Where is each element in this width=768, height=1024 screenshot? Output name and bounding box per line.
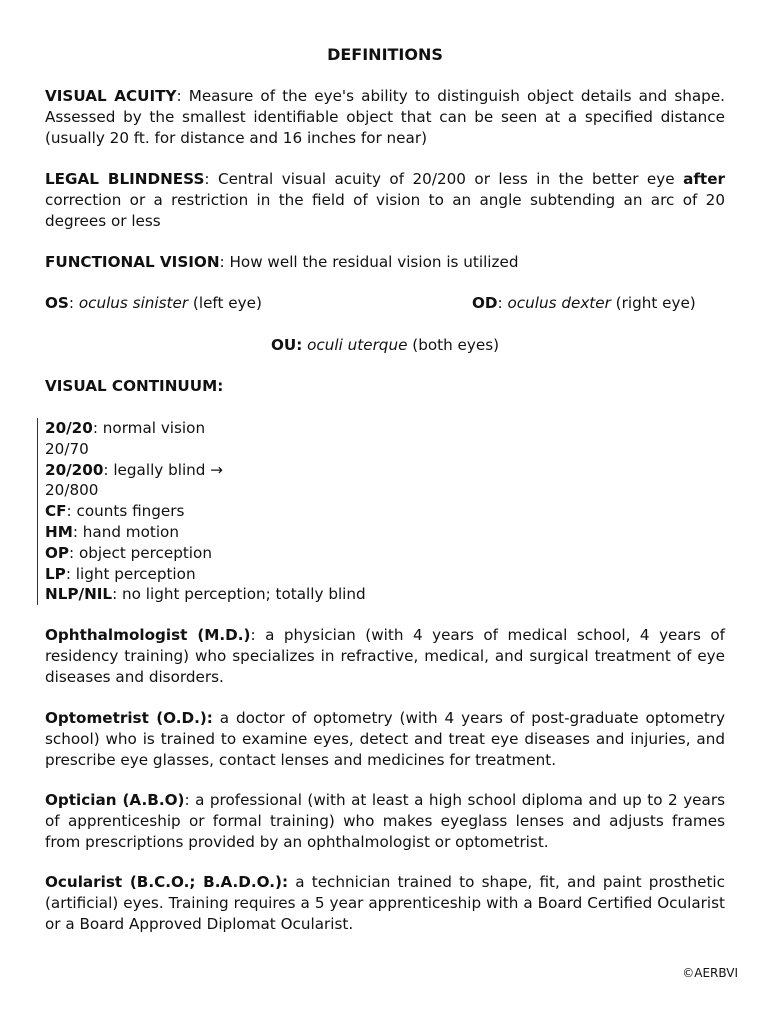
continuum-text: : hand motion xyxy=(72,522,179,541)
definition-legal-blindness xyxy=(45,169,725,231)
continuum-text: : normal vision xyxy=(92,419,206,437)
definition-optician xyxy=(45,790,725,852)
term-os: OS xyxy=(45,294,69,312)
continuum-item xyxy=(45,460,366,481)
latin-od: oculus dexter xyxy=(507,294,611,312)
continuum-value: 20/800 xyxy=(45,481,99,500)
emphasis-after: after xyxy=(683,170,725,188)
definition-text: a doctor of optometry (with 4 years of post-graduate optometry school) who is trained to examine eyes, detect and treat eye diseases and injuries, and prescribe eye glasses, contact lenses and medicines for treatment. xyxy=(45,709,726,769)
continuum-term: LP xyxy=(45,564,66,583)
latin-os: oculus sinister xyxy=(78,294,189,312)
continuum-item xyxy=(45,480,366,501)
term-legal-blindness: LEGAL BLINDNESS xyxy=(45,170,205,188)
definition-text: : Central visual acuity of 20/200 or less in the better eye xyxy=(204,170,684,188)
meaning-os: (left eye) xyxy=(188,294,262,312)
copyright-footer: ©AERBVI xyxy=(682,966,738,980)
continuum-text: : legally blind → xyxy=(103,460,223,479)
latin-ou: oculi uterque xyxy=(302,336,408,354)
term-visual-acuity: VISUAL ACUITY xyxy=(45,87,177,105)
term-optometrist: Optometrist (O.D.): xyxy=(45,709,213,727)
definition-ophthalmologist xyxy=(45,625,725,687)
continuum-value: 20/70 xyxy=(45,439,89,458)
definition-od xyxy=(472,293,696,314)
definition-text: : a physician (with 4 years of medical school, 4 years of residency training) who specializes in refractive, medical, and surgical treatment of eye diseases and disorders. xyxy=(45,626,725,686)
continuum-item xyxy=(45,584,366,605)
definition-optometrist xyxy=(45,708,725,770)
continuum-item xyxy=(45,564,366,585)
continuum-item xyxy=(45,418,366,439)
term-ocularist: Ocularist (B.C.O.; B.A.D.O.): xyxy=(45,873,289,891)
separator: : xyxy=(497,294,508,312)
continuum-term: 20/20 xyxy=(45,419,93,437)
term-ophthalmologist: Ophthalmologist (M.D.) xyxy=(45,626,251,644)
definition-text: : How well the residual vision is utilized xyxy=(219,253,519,271)
continuum-text: : counts fingers xyxy=(66,502,185,521)
continuum-term: OP xyxy=(45,543,70,562)
visual-continuum-list xyxy=(37,418,366,605)
continuum-term: 20/200 xyxy=(45,460,104,479)
continuum-text: : object perception xyxy=(69,543,212,562)
term-functional-vision: FUNCTIONAL VISION xyxy=(45,253,220,271)
definition-text: correction or a restriction in the field of vision to an angle subtending an arc of 20 degrees or less xyxy=(45,190,725,230)
definition-os xyxy=(45,294,262,312)
meaning-ou: (both eyes) xyxy=(407,336,500,354)
term-od: OD xyxy=(472,294,498,312)
continuum-term: CF xyxy=(45,502,67,521)
continuum-text: : no light perception; totally blind xyxy=(112,585,366,604)
term-optician: Optician (A.B.O) xyxy=(45,791,185,809)
meaning-od: (right eye) xyxy=(610,294,696,312)
continuum-item xyxy=(45,439,366,460)
definition-text: : a professional (with at least a high school diploma and up to 2 years of apprenticeship or formal training) who makes eyeglass lenses and adjusts frames from prescriptions provided by an ophthalmologist or optometrist. xyxy=(45,791,725,851)
continuum-item xyxy=(45,522,366,543)
term-ou: OU: xyxy=(270,336,303,354)
separator: : xyxy=(68,294,79,312)
visual-continuum-heading: VISUAL CONTINUUM: xyxy=(45,377,224,395)
definition-functional-vision xyxy=(45,252,725,273)
continuum-text: : light perception xyxy=(65,564,196,583)
definition-ocularist xyxy=(45,872,725,934)
continuum-term: NLP/NIL xyxy=(45,585,113,604)
os-od-row xyxy=(45,293,725,314)
definition-text: a technician trained to shape, fit, and paint prosthetic (artificial) eyes. Training requires a 5 year apprenticeship with a Board Certified Ocularist or a Board Approved Diplomat Ocularist. xyxy=(45,873,725,933)
continuum-term: HM xyxy=(45,522,73,541)
definition-text: : Measure of the eye's ability to distinguish object details and shape. Assessed by the smallest identifiable object that can be seen at a specified distance (usually 20 ft. for distance and 16 inches for near) xyxy=(45,87,725,147)
definition-visual-acuity xyxy=(45,86,725,148)
page-title: DEFINITIONS xyxy=(327,45,443,64)
continuum-item xyxy=(45,501,366,522)
definition-ou xyxy=(45,335,725,356)
continuum-item xyxy=(45,543,366,564)
